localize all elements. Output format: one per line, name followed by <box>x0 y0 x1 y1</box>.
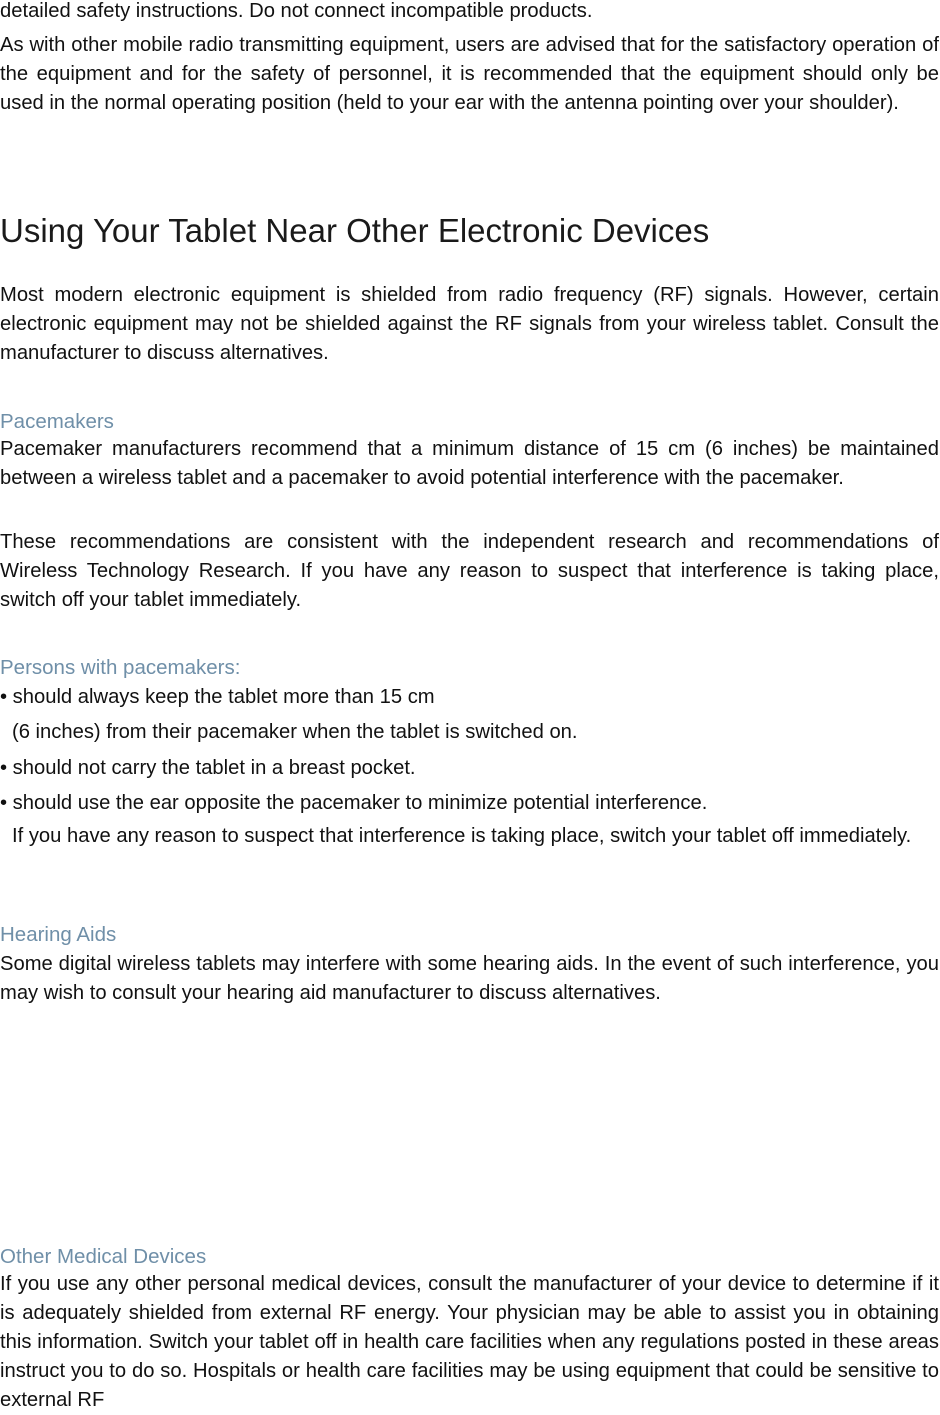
pacemakers-heading: Pacemakers <box>0 410 114 433</box>
hearing-aids-paragraph: Some digital wireless tablets may interfere with some hearing aids. In the event of such interference, you may wish to consult your hearing aid manufacturer to discuss alternatives. <box>0 953 939 1004</box>
intro-line: detailed safety instructions. Do not connect incompatible products. <box>0 0 593 22</box>
pacemakers-paragraph-2: These recommendations are consistent with the independent research and recommendations of Wireless Technology Research. If you have any reason to suspect that interference is taking place, switch off your tablet immediately. <box>0 531 939 611</box>
section-title: Using Your Tablet Near Other Electronic Devices <box>0 212 710 249</box>
electronic-equipment-paragraph: Most modern electronic equipment is shielded from radio frequency (RF) signals. However, certain electronic equipment may not be shielded against the RF signals from your wireless tablet. Consult the manufacturer to discuss alternatives. <box>0 284 939 364</box>
other-medical-devices-paragraph: If you use any other personal medical devices, consult the manufacturer of your device to determine if it is adequately shielded from external RF energy. Your physician may be able to assist you in obtaining this information. Switch your tablet off in health care facilities when any regulations posted in these areas instruct you to do so. Hospitals or health care facilities may be using equipment that could be sensitive to external RF <box>0 1273 939 1411</box>
persons-note: If you have any reason to suspect that interference is taking place, switch your tablet off immediately. <box>12 825 912 847</box>
hearing-aids-heading: Hearing Aids <box>0 923 117 946</box>
bullet-opposite-ear: • should use the ear opposite the pacemaker to minimize potential interference. <box>0 792 708 814</box>
persons-with-pacemakers-heading: Persons with pacemakers: <box>0 656 241 679</box>
other-medical-devices-heading: Other Medical Devices <box>0 1245 207 1268</box>
mobile-radio-paragraph: As with other mobile radio transmitting equipment, users are advised that for the satisfactory operation of the equipment and for the safety of personnel, it is recommended that the equipment should only be used in the normal operating position (held to your ear with the antenna pointing over your shoulder). <box>0 34 939 114</box>
bullet-keep-distance: • should always keep the tablet more than 15 cm <box>0 686 435 708</box>
bullet-keep-distance-cont: (6 inches) from their pacemaker when the tablet is switched on. <box>12 721 578 743</box>
bullet-breast-pocket: • should not carry the tablet in a breast pocket. <box>0 757 416 779</box>
pacemakers-paragraph-1: Pacemaker manufacturers recommend that a minimum distance of 15 cm (6 inches) be maintained between a wireless tablet and a pacemaker to avoid potential interference with the pacemaker. <box>0 438 939 489</box>
